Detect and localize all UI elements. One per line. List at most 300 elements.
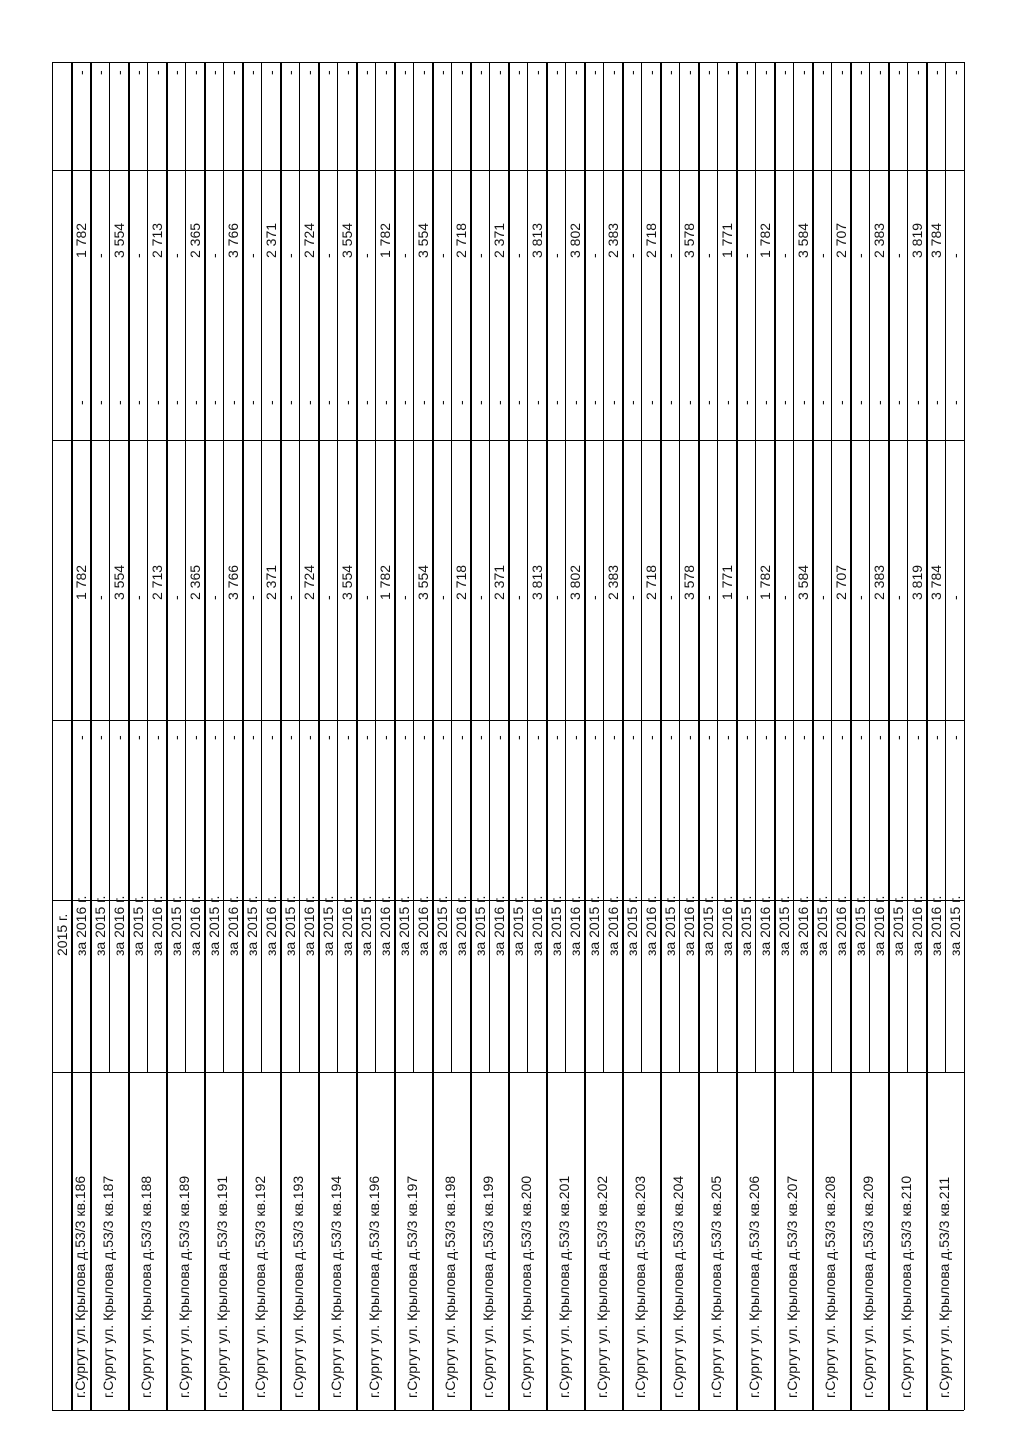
dash-cell: - (852, 70, 868, 75)
dash-cell: - (491, 70, 507, 75)
amount-cell: 3 819 (909, 564, 925, 600)
period-label: за 2015 г. (396, 895, 412, 956)
dash-cell: - (719, 735, 735, 740)
period-label: за 2015 г. (586, 895, 602, 956)
address-cell: г.Сургут ул. Крылова д.53/3 кв.208 (822, 1175, 838, 1398)
dash-cell: - (415, 400, 431, 405)
dash-cell: - (130, 400, 146, 405)
address-cell: г.Сургут ул. Крылова д.53/3 кв.209 (860, 1175, 876, 1398)
dash-cell: - (434, 400, 450, 405)
amount-cell: 3 784 (928, 222, 944, 258)
amount-cell: - (320, 595, 336, 600)
address-cell: г.Сургут ул. Крылова д.53/3 кв.186 (72, 1175, 88, 1398)
amount-cell: - (92, 595, 108, 600)
strip-line (489, 62, 490, 1072)
amount-cell: - (358, 253, 374, 258)
amount-cell: 3 578 (681, 564, 697, 600)
amount-cell: 2 707 (833, 222, 849, 258)
address-cell: г.Сургут ул. Крылова д.53/3 кв.196 (366, 1175, 382, 1398)
dash-cell: - (301, 70, 317, 75)
amount-cell: 2 713 (149, 222, 165, 258)
strip-line (413, 62, 414, 1072)
period-label: за 2015 г. (662, 895, 678, 956)
dash-cell: - (301, 735, 317, 740)
strip-line (147, 62, 148, 1072)
dash-cell: - (244, 70, 260, 75)
dash-cell: - (149, 735, 165, 740)
amount-cell: 3 584 (795, 564, 811, 600)
address-cell: г.Сургут ул. Крылова д.53/3 кв.206 (746, 1175, 762, 1398)
period-label: за 2016 г. (681, 895, 697, 956)
dash-cell: - (643, 735, 659, 740)
address-cell: г.Сургут ул. Крылова д.53/3 кв.194 (328, 1175, 344, 1398)
period-label: за 2016 г. (263, 895, 279, 956)
dash-cell: - (244, 400, 260, 405)
dash-cell: - (111, 735, 127, 740)
dash-cell: - (871, 735, 887, 740)
dash-cell: - (377, 400, 393, 405)
amount-cell: - (700, 595, 716, 600)
dash-cell: - (396, 70, 412, 75)
period-label: за 2016 г. (377, 895, 393, 956)
address-cell: г.Сургут ул. Крылова д.53/3 кв.200 (518, 1175, 534, 1398)
address-cell: г.Сургут ул. Крылова д.53/3 кв.207 (784, 1175, 800, 1398)
dash-cell: - (776, 400, 792, 405)
dash-cell: - (890, 70, 906, 75)
period-label: за 2015 г. (700, 895, 716, 956)
period-label: за 2016 г. (795, 895, 811, 956)
dash-cell: - (757, 400, 773, 405)
dash-cell: - (92, 735, 108, 740)
period-label: за 2015 г. (510, 895, 526, 956)
amount-cell: - (282, 595, 298, 600)
dash-cell: - (320, 70, 336, 75)
dash-cell: - (643, 70, 659, 75)
amount-cell: 1 782 (73, 564, 89, 600)
dash-cell: - (738, 70, 754, 75)
amount-cell: - (168, 595, 184, 600)
strip-line (527, 62, 528, 1072)
dash-cell: - (339, 400, 355, 405)
dash-cell: - (225, 70, 241, 75)
amount-cell: - (320, 253, 336, 258)
amount-cell: - (510, 595, 526, 600)
amount-cell: - (890, 253, 906, 258)
amount-cell: 3 554 (339, 222, 355, 258)
dash-cell: - (719, 400, 735, 405)
dash-cell: - (263, 735, 279, 740)
strip-line (451, 62, 452, 1072)
dash-cell: - (947, 400, 963, 405)
dash-cell: - (586, 735, 602, 740)
dash-cell: - (681, 400, 697, 405)
amount-cell: 1 782 (377, 222, 393, 258)
amount-cell: 3 554 (111, 564, 127, 600)
table-right-border (964, 62, 965, 1410)
dash-cell: - (510, 735, 526, 740)
amount-cell: - (206, 253, 222, 258)
amount-cell: - (624, 253, 640, 258)
dash-cell: - (130, 735, 146, 740)
amount-cell: - (282, 253, 298, 258)
dash-cell: - (73, 400, 89, 405)
dash-cell: - (130, 70, 146, 75)
period-label: за 2015 г. (890, 895, 906, 956)
dash-cell: - (396, 735, 412, 740)
amount-cell: - (434, 253, 450, 258)
dash-cell: - (168, 70, 184, 75)
strip-line (52, 62, 53, 1410)
dash-cell: - (928, 70, 944, 75)
dash-cell: - (434, 735, 450, 740)
amount-cell: 2 718 (453, 222, 469, 258)
period-label: за 2016 г. (187, 895, 203, 956)
dash-cell: - (111, 70, 127, 75)
amount-cell: - (776, 595, 792, 600)
dash-cell: - (453, 735, 469, 740)
address-cell: г.Сургут ул. Крылова д.53/3 кв.204 (670, 1175, 686, 1398)
dash-cell: - (282, 400, 298, 405)
dash-cell: - (92, 400, 108, 405)
address-cell: г.Сургут ул. Крылова д.53/3 кв.187 (100, 1175, 116, 1398)
amount-cell: 2 371 (263, 564, 279, 600)
strip-line (945, 62, 946, 1072)
period-label: за 2016 г. (301, 895, 317, 956)
amount-cell: - (814, 595, 830, 600)
dash-cell: - (757, 70, 773, 75)
amount-cell: - (472, 595, 488, 600)
dash-cell: - (624, 70, 640, 75)
period-label: за 2016 г. (719, 895, 735, 956)
dash-cell: - (529, 735, 545, 740)
amount-cell: 2 365 (187, 564, 203, 600)
address-cell: г.Сургут ул. Крылова д.53/3 кв.210 (898, 1175, 914, 1398)
amount-cell: 2 383 (871, 222, 887, 258)
period-label: за 2016 г. (643, 895, 659, 956)
dash-cell: - (871, 400, 887, 405)
address-cell: г.Сургут ул. Крылова д.53/3 кв.193 (290, 1175, 306, 1398)
amount-cell: 2 383 (605, 222, 621, 258)
dash-cell: - (168, 735, 184, 740)
dash-cell: - (491, 735, 507, 740)
amount-cell: - (130, 595, 146, 600)
amount-cell: - (852, 595, 868, 600)
amount-cell: - (890, 595, 906, 600)
dash-cell: - (187, 400, 203, 405)
amount-cell: - (814, 253, 830, 258)
dash-cell: - (415, 735, 431, 740)
amount-cell: - (396, 595, 412, 600)
address-cell: г.Сургут ул. Крылова д.53/3 кв.198 (442, 1175, 458, 1398)
period-label: за 2016 г. (491, 895, 507, 956)
dash-cell: - (624, 400, 640, 405)
strip-line (679, 62, 680, 1072)
period-label: за 2016 г. (73, 895, 89, 956)
dash-cell: - (301, 400, 317, 405)
dash-cell: - (947, 70, 963, 75)
amount-cell: 1 782 (73, 222, 89, 258)
dash-cell: - (567, 735, 583, 740)
dash-cell: - (662, 735, 678, 740)
period-label: за 2016 г. (453, 895, 469, 956)
dash-cell: - (681, 70, 697, 75)
dash-cell: - (814, 735, 830, 740)
amount-cell: 2 713 (149, 564, 165, 600)
strip-line (185, 62, 186, 1072)
amount-cell: - (130, 253, 146, 258)
dash-cell: - (814, 70, 830, 75)
amount-cell: 1 782 (377, 564, 393, 600)
dash-cell: - (586, 400, 602, 405)
amount-cell: - (700, 253, 716, 258)
amount-cell: 3 554 (339, 564, 355, 600)
dash-cell: - (548, 400, 564, 405)
dash-cell: - (567, 400, 583, 405)
dash-cell: - (548, 70, 564, 75)
dash-cell: - (833, 735, 849, 740)
dash-cell: - (681, 735, 697, 740)
dash-cell: - (776, 70, 792, 75)
period-label: за 2015 г. (852, 895, 868, 956)
strip-line (755, 62, 756, 1072)
amount-cell: 3 554 (111, 222, 127, 258)
amount-cell: - (738, 253, 754, 258)
amount-cell: 1 782 (757, 222, 773, 258)
period-label: за 2015 г. (320, 895, 336, 956)
amount-cell: 3 766 (225, 222, 241, 258)
address-cell: г.Сургут ул. Крылова д.53/3 кв.205 (708, 1175, 724, 1398)
strip-line (603, 62, 604, 1072)
dash-cell: - (320, 400, 336, 405)
dash-cell: - (909, 70, 925, 75)
dash-cell: - (928, 735, 944, 740)
amount-cell: 3 554 (415, 564, 431, 600)
period-label: за 2015 г. (548, 895, 564, 956)
period-label: за 2016 г. (605, 895, 621, 956)
dash-cell: - (928, 400, 944, 405)
amount-cell: - (206, 595, 222, 600)
dash-cell: - (73, 70, 89, 75)
amount-cell: 2 371 (263, 222, 279, 258)
strip-line (299, 62, 300, 1072)
dash-cell: - (567, 70, 583, 75)
amount-cell: 1 771 (719, 564, 735, 600)
strip-line (565, 62, 566, 1072)
dash-cell: - (738, 400, 754, 405)
amount-cell: 3 784 (928, 564, 944, 600)
amount-cell: - (434, 595, 450, 600)
strip-line (337, 62, 338, 1072)
period-label: за 2016 г. (111, 895, 127, 956)
dash-cell: - (662, 400, 678, 405)
dash-cell: - (814, 400, 830, 405)
amount-cell: 2 383 (871, 564, 887, 600)
amount-cell: 2 383 (605, 564, 621, 600)
dash-cell: - (947, 735, 963, 740)
strip-line (641, 62, 642, 1072)
dash-cell: - (852, 735, 868, 740)
amount-cell: - (586, 595, 602, 600)
period-label: за 2015 г. (206, 895, 222, 956)
amount-cell: 2 371 (491, 564, 507, 600)
amount-cell: 1 771 (719, 222, 735, 258)
amount-cell: - (548, 595, 564, 600)
period-label: за 2015 г. (358, 895, 374, 956)
address-cell: г.Сургут ул. Крылова д.53/3 кв.202 (594, 1175, 610, 1398)
amount-cell: - (548, 253, 564, 258)
address-cell: г.Сургут ул. Крылова д.53/3 кв.191 (214, 1175, 230, 1398)
dash-cell: - (358, 735, 374, 740)
dash-cell: - (149, 70, 165, 75)
amount-cell: 2 707 (833, 564, 849, 600)
dash-cell: - (377, 735, 393, 740)
period-label: за 2015 г. (282, 895, 298, 956)
period-label: за 2015 г. (130, 895, 146, 956)
dash-cell: - (890, 735, 906, 740)
dash-cell: - (605, 400, 621, 405)
dash-cell: - (776, 735, 792, 740)
dash-cell: - (320, 735, 336, 740)
dash-cell: - (472, 400, 488, 405)
dash-cell: - (149, 400, 165, 405)
dash-cell: - (795, 70, 811, 75)
dash-cell: - (168, 400, 184, 405)
strip-line (261, 62, 262, 1072)
dash-cell: - (339, 70, 355, 75)
dash-cell: - (738, 735, 754, 740)
dash-cell: - (225, 735, 241, 740)
amount-cell: - (852, 253, 868, 258)
address-cell: г.Сургут ул. Крылова д.53/3 кв.188 (138, 1175, 154, 1398)
amount-cell: 3 813 (529, 222, 545, 258)
period-label: за 2015 г. (434, 895, 450, 956)
amount-cell: - (244, 253, 260, 258)
dash-cell: - (700, 70, 716, 75)
period-label: за 2016 г. (225, 895, 241, 956)
dash-cell: - (377, 70, 393, 75)
dash-cell: - (586, 70, 602, 75)
period-label: за 2016 г. (757, 895, 773, 956)
dash-cell: - (795, 400, 811, 405)
dash-cell: - (719, 70, 735, 75)
amount-cell: 2 718 (453, 564, 469, 600)
amount-cell: - (776, 253, 792, 258)
dash-cell: - (358, 400, 374, 405)
strip-line (109, 62, 110, 1072)
dash-cell: - (225, 400, 241, 405)
amount-cell: - (396, 253, 412, 258)
strip-line (793, 62, 794, 1072)
dash-cell: - (187, 735, 203, 740)
dash-cell: - (605, 70, 621, 75)
period-label: за 2016 г. (833, 895, 849, 956)
dash-cell: - (757, 735, 773, 740)
amount-cell: 2 724 (301, 564, 317, 600)
dash-cell: - (282, 735, 298, 740)
amount-cell: 3 802 (567, 564, 583, 600)
dash-cell: - (529, 400, 545, 405)
dash-cell: - (453, 400, 469, 405)
strip-line (375, 62, 376, 1072)
dash-cell: - (92, 70, 108, 75)
period-label: за 2015 г. (814, 895, 830, 956)
dash-cell: - (73, 735, 89, 740)
amount-cell: - (510, 253, 526, 258)
dash-cell: - (187, 70, 203, 75)
dash-cell: - (206, 400, 222, 405)
strip-line (869, 62, 870, 1072)
amount-cell: 3 554 (415, 222, 431, 258)
period-label: 2015 г. (54, 913, 70, 956)
amount-cell: - (92, 253, 108, 258)
dash-cell: - (396, 400, 412, 405)
period-label: за 2016 г. (909, 895, 925, 956)
amount-cell: 2 365 (187, 222, 203, 258)
amount-cell: - (662, 253, 678, 258)
period-label: за 2016 г. (339, 895, 355, 956)
amount-cell: 2 371 (491, 222, 507, 258)
dash-cell: - (662, 70, 678, 75)
dash-cell: - (852, 400, 868, 405)
dash-cell: - (339, 735, 355, 740)
period-label: за 2016 г. (871, 895, 887, 956)
period-label: за 2015 г. (624, 895, 640, 956)
address-cell: г.Сургут ул. Крылова д.53/3 кв.189 (176, 1175, 192, 1398)
amount-cell: - (947, 595, 963, 600)
dash-cell: - (358, 70, 374, 75)
dash-cell: - (510, 400, 526, 405)
amount-cell: - (947, 253, 963, 258)
dash-cell: - (244, 735, 260, 740)
dash-cell: - (510, 70, 526, 75)
dash-cell: - (605, 735, 621, 740)
dash-cell: - (206, 70, 222, 75)
dash-cell: - (890, 400, 906, 405)
address-cell: г.Сургут ул. Крылова д.53/3 кв.201 (556, 1175, 572, 1398)
amount-cell: 2 718 (643, 564, 659, 600)
amount-cell: 3 813 (529, 564, 545, 600)
amount-cell: 3 584 (795, 222, 811, 258)
dash-cell: - (643, 400, 659, 405)
dash-cell: - (833, 70, 849, 75)
amount-cell: 2 718 (643, 222, 659, 258)
period-label: за 2016 г. (928, 895, 944, 956)
amount-cell: 1 782 (757, 564, 773, 600)
period-label: за 2015 г. (92, 895, 108, 956)
period-label: за 2015 г. (472, 895, 488, 956)
dash-cell: - (833, 400, 849, 405)
period-label: за 2016 г. (567, 895, 583, 956)
amount-cell: 3 819 (909, 222, 925, 258)
period-label: за 2015 г. (244, 895, 260, 956)
address-cell: г.Сургут ул. Крылова д.53/3 кв.192 (252, 1175, 268, 1398)
amount-cell: - (472, 253, 488, 258)
address-cell: г.Сургут ул. Крылова д.53/3 кв.197 (404, 1175, 420, 1398)
dash-cell: - (909, 735, 925, 740)
amount-cell: - (624, 595, 640, 600)
dash-cell: - (263, 400, 279, 405)
strip-line (831, 62, 832, 1072)
dash-cell: - (434, 70, 450, 75)
amount-cell: 3 578 (681, 222, 697, 258)
strip-line (907, 62, 908, 1072)
dash-cell: - (472, 70, 488, 75)
amount-cell: - (586, 253, 602, 258)
dash-cell: - (472, 735, 488, 740)
dash-cell: - (263, 70, 279, 75)
strip-line (717, 62, 718, 1072)
dash-cell: - (111, 400, 127, 405)
